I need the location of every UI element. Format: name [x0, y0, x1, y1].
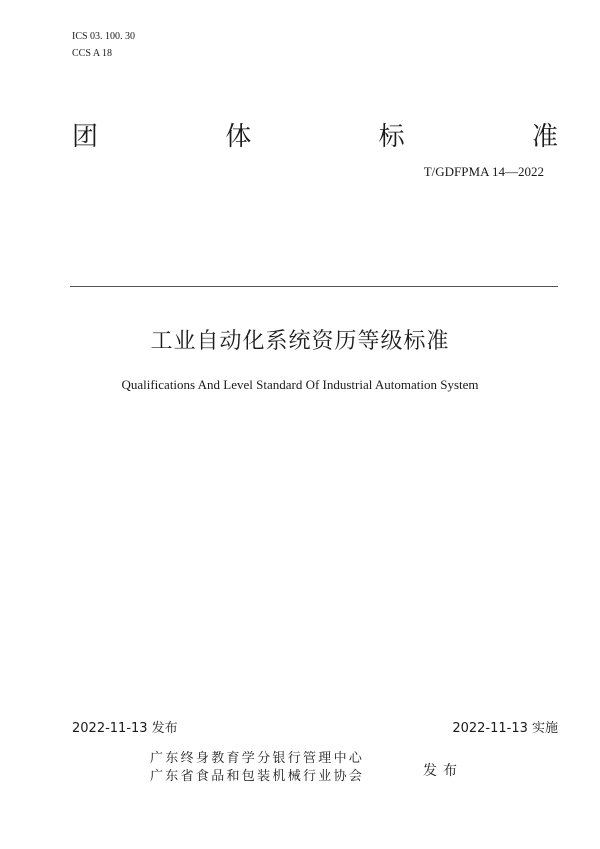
issuer-name: 广东省食品和包装机械行业协会: [150, 769, 365, 784]
standard-type-heading: [72, 116, 558, 153]
document-title-english: Qualifications And Level Standard Of Industrial Automation System: [121, 377, 479, 392]
standard-type-char: 团: [72, 122, 99, 152]
header-divider: [70, 286, 558, 287]
issue-date: 2022-11-13 发布: [72, 721, 178, 736]
document-title-chinese: 工业自动化系统资历等级标准: [150, 329, 450, 354]
classification-codes: [72, 28, 135, 62]
standard-number: T/GDFPMA 14—2022: [423, 164, 544, 179]
issue-label: 发布: [423, 763, 463, 779]
ics-code: ICS 03. 100. 30: [72, 31, 136, 42]
ccs-code: CCS A 18: [72, 48, 113, 59]
issuing-organizations: [150, 750, 364, 786]
issuer-name: 广东终身教育学分银行管理中心: [150, 751, 365, 766]
standard-type-char: 准: [531, 122, 558, 152]
standard-type-char: 标: [378, 122, 405, 152]
implementation-date: 2022-11-13 实施: [452, 721, 558, 736]
standard-type-char: 体: [225, 122, 252, 152]
